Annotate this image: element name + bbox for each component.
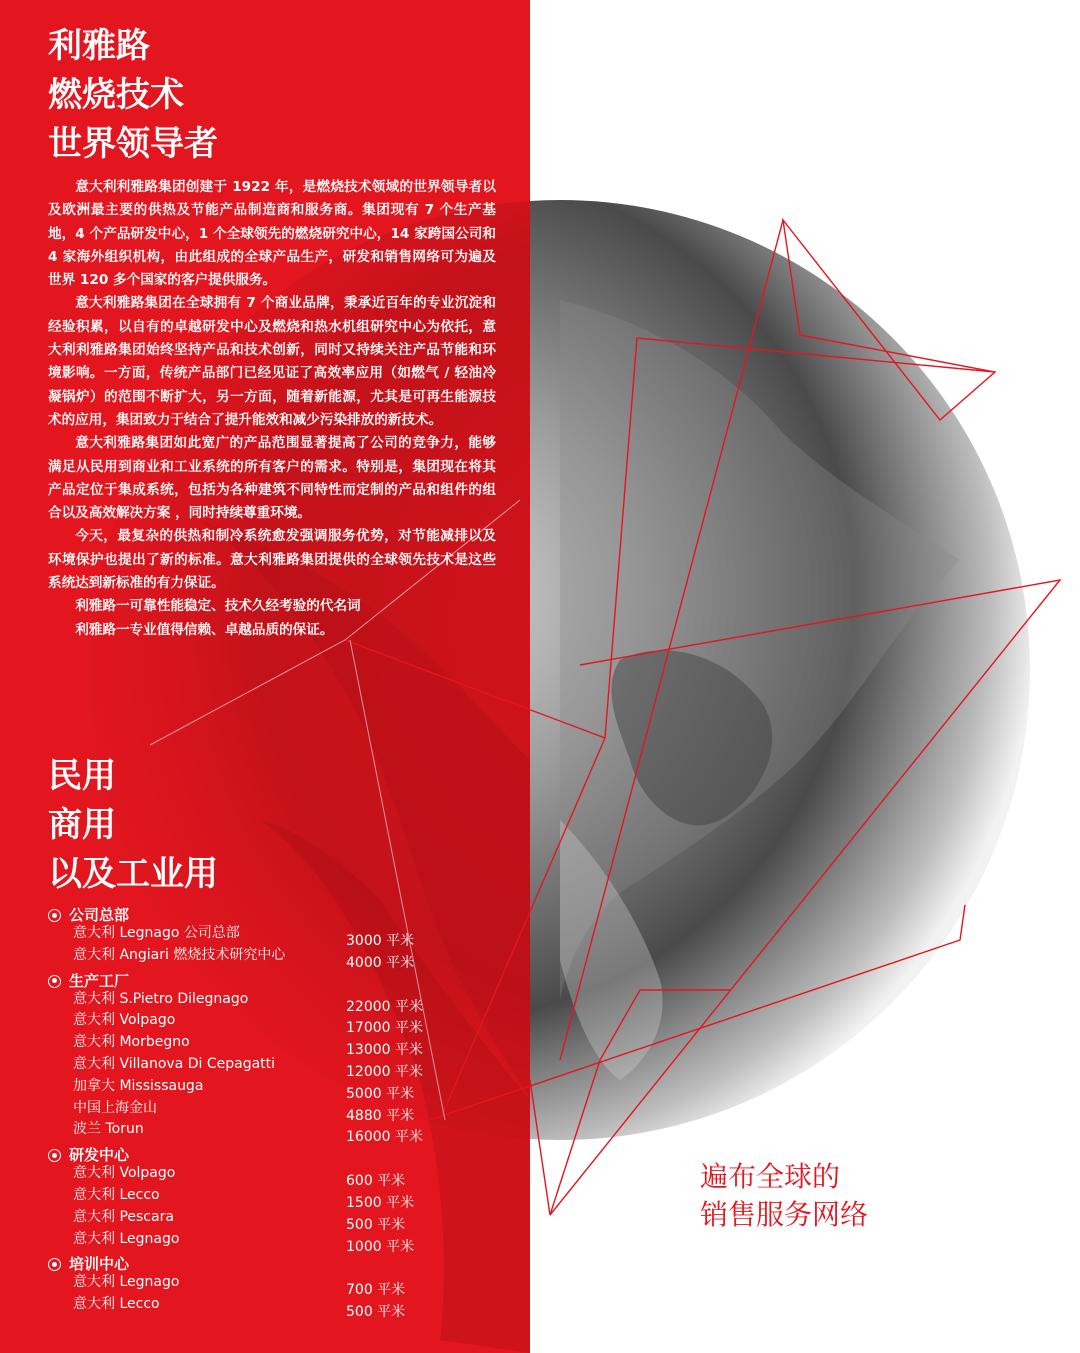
facility-name: 意大利 Legnago bbox=[73, 1274, 180, 1291]
group-label: 生产工厂 bbox=[69, 971, 130, 990]
facilities-list bbox=[48, 904, 518, 1319]
facility-name: 意大利 Pescara bbox=[73, 1208, 174, 1225]
sales-network-caption bbox=[700, 1158, 868, 1234]
facility-name: 意大利 Lecco bbox=[73, 1186, 160, 1203]
paragraph: 意大利利雅路集团创建于 1922 年，是燃烧技术领域的世界领导者以及欧洲最主要的供热及节能产品制造商和服务商。集团现有 7 个生产基地，4 个产品研发中心，1 个全球领先的燃烧研究中心，14 家跨国公司和 4 家海外组织机构，由此组成的全球产品生产，研发和销售网络可为遍及世界 120 多个国家的客户提供服务。 bbox=[48, 179, 496, 289]
facility-area: 22000 平米 bbox=[346, 998, 423, 1015]
facility-area: 5000 平米 bbox=[346, 1085, 415, 1102]
facility-name: 意大利 Legnago bbox=[73, 1230, 180, 1247]
paragraph: 今天，最复杂的供热和制冷系统愈发强调服务优势，对节能减排以及环境保护也提出了新的标准。意大利雅路集团提供的全球领先技术是这些系统达到新标准的有力保证。 bbox=[48, 528, 496, 592]
company-description bbox=[48, 176, 496, 642]
facility-name: 意大利 Lecco bbox=[73, 1296, 160, 1313]
facility-area: 13000 平米 bbox=[346, 1042, 423, 1059]
facility-area: 500 平米 bbox=[346, 1216, 406, 1233]
facility-row bbox=[48, 1232, 518, 1254]
facility-area: 500 平米 bbox=[346, 1304, 406, 1321]
group-label: 研发中心 bbox=[69, 1146, 130, 1165]
facility-area: 4880 平米 bbox=[346, 1107, 415, 1124]
section-title-line: 以及工业用 bbox=[48, 854, 218, 894]
facility-row bbox=[48, 1297, 518, 1319]
facility-area: 700 平米 bbox=[346, 1282, 406, 1299]
slogan-line: 利雅路一专业值得信赖、卓越品质的保证。 bbox=[75, 621, 334, 638]
facility-name: 意大利 Angiari 燃烧技术研究中心 bbox=[73, 946, 286, 963]
facility-name: 中国上海金山 bbox=[73, 1099, 157, 1116]
facility-name: 意大利 Volpago bbox=[73, 1165, 176, 1182]
facility-area: 3000 平米 bbox=[346, 933, 415, 949]
facility-area: 1500 平米 bbox=[346, 1194, 415, 1211]
facility-area: 17000 平米 bbox=[346, 1020, 423, 1037]
facility-area: 4000 平米 bbox=[346, 954, 415, 971]
group-label: 公司总部 bbox=[69, 906, 130, 924]
slogan-line: 利雅路一可靠性能稳定、技术久经考验的代名词 bbox=[75, 598, 361, 615]
facility-name: 波兰 Torun bbox=[73, 1121, 144, 1138]
title-line: 燃烧技术 bbox=[48, 75, 184, 115]
bullet-circle-icon bbox=[48, 1149, 61, 1162]
facility-row bbox=[48, 1122, 518, 1144]
bullet-circle-icon bbox=[48, 975, 61, 988]
facility-area: 600 平米 bbox=[346, 1173, 406, 1190]
facility-name: 意大利 Legnago 公司总部 bbox=[73, 925, 240, 941]
paragraph: 意大利雅路集团如此宽广的产品范围显著提高了公司的竞争力，能够满足从民用到商业和工业系统的所有客户的需求。特别是，集团现在将其产品定位于集成系统，包括为各种建筑不同特性而定制的产品和组件的组合以及高效解决方案 ，同时持续尊重环境。 bbox=[48, 435, 496, 522]
main-title bbox=[48, 22, 218, 169]
facility-row bbox=[48, 948, 518, 970]
facility-area: 16000 平米 bbox=[346, 1129, 423, 1146]
facility-name: 意大利 Volpago bbox=[73, 1012, 176, 1029]
title-line: 世界领导者 bbox=[48, 124, 218, 164]
facility-area: 12000 平米 bbox=[346, 1063, 423, 1080]
section-title-line: 商用 bbox=[48, 805, 116, 845]
title-line: 利雅路 bbox=[48, 26, 150, 66]
bullet-circle-icon bbox=[48, 1258, 61, 1271]
facility-name: 意大利 Morbegno bbox=[73, 1034, 190, 1051]
caption-line: 遍布全球的 bbox=[700, 1160, 841, 1193]
facility-area: 1000 平米 bbox=[346, 1238, 415, 1255]
facility-name: 意大利 Villanova Di Cepagatti bbox=[73, 1055, 276, 1072]
application-section-title bbox=[48, 752, 218, 899]
bullet-circle-icon bbox=[48, 909, 61, 922]
facility-name: 意大利 S.Pietro Dilegnago bbox=[73, 990, 249, 1007]
paragraph: 意大利雅路集团在全球拥有 7 个商业品牌，秉承近百年的专业沉淀和经验积累，以自有的卓越研发中心及燃烧和热水机组研究中心为依托，意大利利雅路集团始终坚持产品和技术创新，同时又持续关注产品节能和环境影响。一方面，传统产品部门已经见证了高效率应用（如燃气 / 轻油冷凝锅炉）的范围不断扩大，另一方面，随着新能源，尤其是可再生能源技术的应用，集团致力于结合了提升能效和减少污染排放的新技术。 bbox=[48, 295, 496, 428]
facility-name: 加拿大 Mississauga bbox=[73, 1077, 204, 1094]
caption-line: 销售服务网络 bbox=[700, 1198, 869, 1231]
section-title-line: 民用 bbox=[48, 756, 116, 796]
group-label: 培训中心 bbox=[69, 1255, 130, 1274]
